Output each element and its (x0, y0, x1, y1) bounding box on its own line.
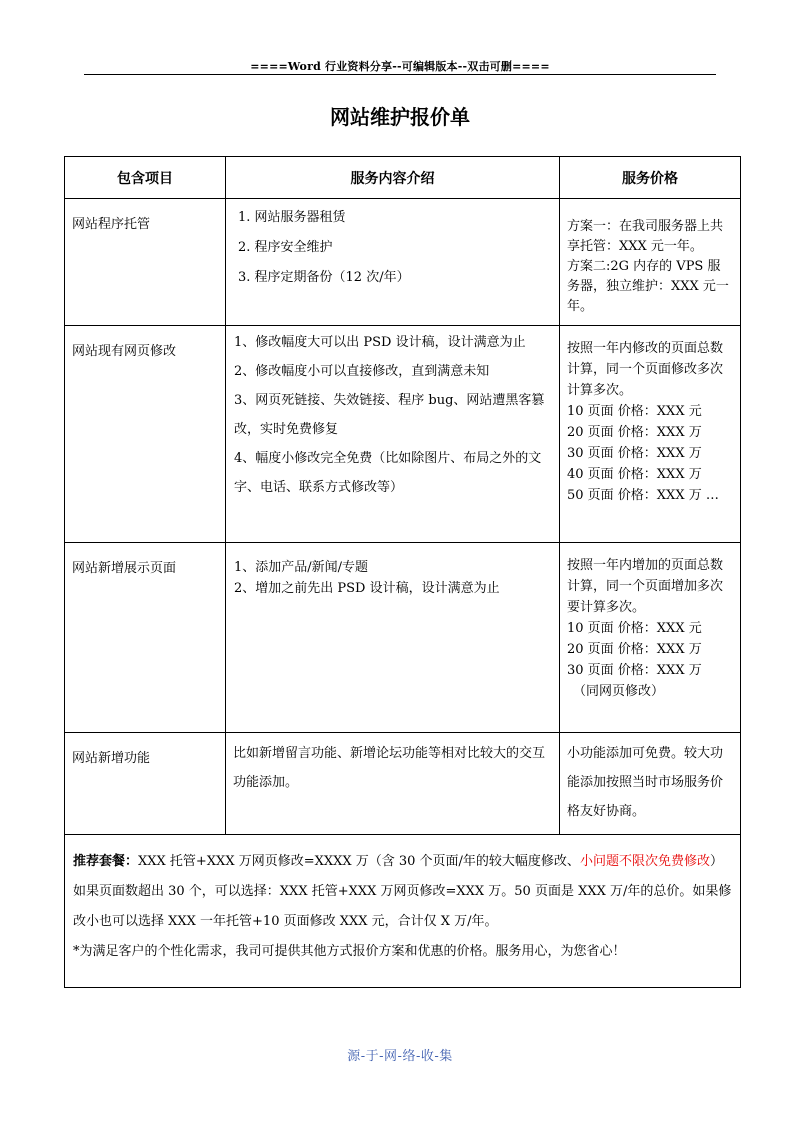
table-row (65, 733, 741, 835)
header-divider (84, 74, 716, 75)
price-line: 50 页面 价格：XXX 万 … (567, 488, 719, 503)
price-line: 30 页面 价格：XXX 万 (567, 446, 702, 461)
content-line: 2、增加之前先出 PSD 设计稿，设计满意为止 (234, 581, 500, 596)
content-line: 2、修改幅度小可以直接修改，直到满意未知 (234, 364, 490, 379)
price-line: 10 页面 价格：XXX 元 (567, 621, 702, 636)
price-line: 按照一年内增加的页面总数计算，同一个页面增加多次要计算多次。 (567, 558, 724, 615)
row-content-cell (226, 543, 560, 733)
package-label: 推荐套餐： (73, 854, 139, 869)
row-content-cell (226, 733, 560, 835)
footer-source-text: 源-于-网-络-收-集 (347, 1049, 453, 1064)
header-price: 服务价格 (560, 157, 741, 199)
row-content-cell (226, 326, 560, 543)
summary-row (65, 835, 741, 988)
package-text: XXX 托管+XXX 万网页修改=XXXX 万（含 30 个页面/年的较大幅度修改、 (138, 854, 580, 869)
package-highlight: 小问题不限次免费修改 (579, 854, 710, 869)
content-line: 4、幅度小修改完全免费（比如除图片、布局之外的文字、电话、联系方式修改等） (234, 451, 542, 495)
row-item-label: 网站新增展示页面 (72, 561, 177, 576)
row-item-label: 网站新增功能 (72, 751, 151, 766)
package-text-end: ） (709, 854, 723, 869)
row-item-cell (65, 733, 226, 835)
content-line: 比如新增留言功能、新增论坛功能等相对比较大的交互功能添加。 (233, 746, 546, 790)
summary-line-1 (73, 847, 732, 877)
summary-line-2: 如果页面数超出 30 个，可以选择：XXX 托管+XXX 万网页修改=XXX 万。50 页面是 XXX 万/年的总价。如果修改小也可以选择 XXX 一年托管+10 页面修改 XXX 元，合计仅 X 万/年。 (73, 884, 732, 929)
document-title: 网站维护报价单 (330, 105, 470, 129)
price-line: 40 页面 价格：XXX 万 (567, 467, 702, 482)
price-line: 小功能添加可免费。较大功能添加按照当时市场服务价格友好协商。 (567, 746, 724, 819)
row-item-label: 网站程序托管 (72, 217, 151, 232)
row-item-cell (65, 199, 226, 326)
row-item-label: 网站现有网页修改 (72, 344, 177, 359)
price-quote-table (64, 156, 741, 988)
content-line: 1、添加产品/新闻/专题 (234, 560, 369, 575)
header-content: 服务内容介绍 (226, 157, 560, 199)
row-content-cell (226, 199, 560, 326)
table-row (65, 543, 741, 733)
row-item-cell (65, 543, 226, 733)
content-line: 3. 程序定期备份（12 次/年） (238, 270, 410, 285)
summary-line-3: *为满足客户的个性化需求，我司可提供其他方式报价方案和优惠的价格。服务用心，为您省心！ (73, 944, 626, 959)
price-line: 方案二:2G 内存的 VPS 服务器，独立维护：XXX 元一年。 (567, 259, 729, 314)
summary-cell (65, 835, 741, 988)
row-item-cell (65, 326, 226, 543)
price-line: 10 页面 价格：XXX 元 (567, 404, 702, 419)
row-price-cell (560, 733, 741, 835)
row-price-cell (560, 543, 741, 733)
content-line: 2. 程序安全维护 (238, 240, 333, 255)
price-line: 30 页面 价格：XXX 万 (567, 663, 702, 678)
price-line: 20 页面 价格：XXX 万 (567, 642, 702, 657)
row-price-cell (560, 199, 741, 326)
price-line: 按照一年内修改的页面总数计算，同一个页面修改多次计算多次。 (567, 341, 724, 398)
table-row (65, 199, 741, 326)
document-header-text: ====Word 行业资料分享--可编辑版本--双击可删==== (250, 60, 550, 73)
row-price-cell (560, 326, 741, 543)
content-line: 3、网页死链接、失效链接、程序 bug、网站遭黑客篡改，实时免费修复 (234, 393, 545, 437)
price-line: （同网页修改） (573, 684, 665, 699)
content-line: 1、修改幅度大可以出 PSD 设计稿，设计满意为止 (234, 335, 526, 350)
header-item: 包含项目 (65, 157, 226, 199)
table-header-row (65, 157, 741, 199)
price-line: 20 页面 价格：XXX 万 (567, 425, 702, 440)
price-line: 方案一：在我司服务器上共享托管：XXX 元一年。 (567, 219, 724, 254)
content-line: 1. 网站服务器租赁 (238, 210, 346, 225)
table-row (65, 326, 741, 543)
